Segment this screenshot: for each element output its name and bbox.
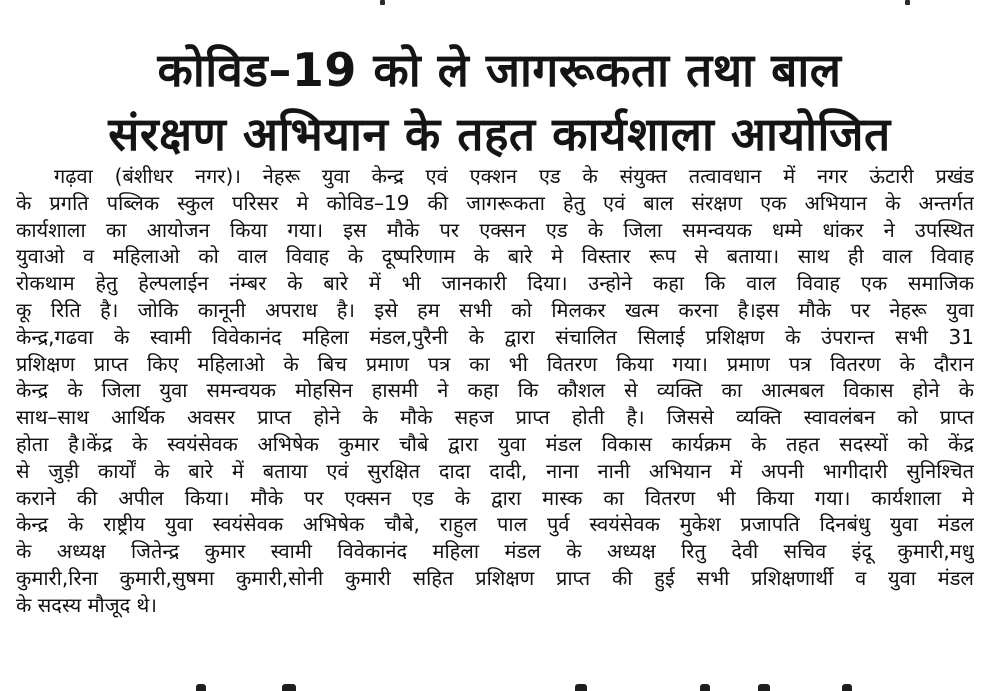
article-line: रोकथाम हेतु हेल्पलाईन नंम्बर के बारे में भी जानकारी दिया। उन्होने कहा कि वाल विवाह एक समाजिक — [16, 271, 974, 296]
clipped-next-text-edge — [0, 680, 999, 691]
clipped-text-fragment — [196, 684, 206, 691]
article-line: गढ़वा (बंशीधर नगर)। नेहरू युवा केन्द्र एवं एक्शन एड के संयुक्त तत्वावधान में नगर ऊंटारी प्रखंड — [54, 164, 974, 188]
article-line: युवाओ व महिलाओ को वाल विवाह के दूष्परिणाम के बारे मे विस्तार रूप से बताया। साथ ही वाल विवाह — [16, 244, 974, 269]
clipped-text-fragment — [380, 0, 385, 5]
clipped-text-fragment — [842, 684, 852, 691]
headline-line-2: संरक्षण अभियान के तहत कार्यशाला आयोजित — [108, 107, 891, 161]
article-line: केन्द्र के राष्ट्रीय युवा स्वयंसेवक अभिषेक चौबे, राहुल पाल पुर्व स्वयंसेवक मुकेश प्रजापति दिनबंधु युवा मंडल — [16, 512, 974, 537]
headline-line-1: कोविड–19 को ले जागरूकता तथा बाल — [157, 43, 842, 97]
article-line: कुमारी,रिना कुमारी,सुषमा कुमारी,सोनी कुमारी सहित प्रशिक्षण प्राप्त की हुई सभी प्रशिक्षणार्थी व युवा मंडल — [16, 565, 974, 590]
clipped-text-fragment — [905, 0, 910, 5]
article-line: के प्रगति पब्लिक स्कुल परिसर मे कोविड–19 की जागरूकता हेतु एवं बाल संरक्षण एक अभियान के अन्तर्गत — [16, 190, 974, 215]
article-line: प्रशिक्षण प्राप्त किए महिलाओ के बिच प्रमाण पत्र का भी वितरण किया गया। प्रमाण पत्र वितरण के दौरान — [16, 351, 974, 376]
article-line: से जुड़ी कार्यों के बारे में बताया एवं सुरक्षित दादा दादी, नाना नानी अभियान में अपनी भागीदारी सुनिश्चित — [16, 458, 974, 483]
article-body — [16, 163, 974, 619]
clipped-text-fragment — [700, 684, 710, 691]
article-line: केन्द्र,गढवा के स्वामी विवेकानंद महिला मंडल,पुरैनी के द्वारा संचालित सिलाई प्रशिक्षण के उंपरान्त सभी 31 — [16, 324, 974, 349]
article-line: कराने की अपील किया। मौके पर एक्सन एड के द्वारा मास्क का वितरण भी किया गया। कार्यशाला मे — [16, 485, 974, 510]
article-line: होता है।केंद्र के स्वयंसेवक अभिषेक कुमार चौबे द्वारा युवा मंडल विकास कार्यक्रम के तहत सदस्यों को केंद्र — [16, 431, 974, 456]
article-line: के सदस्य मौजूद थे। — [16, 592, 157, 617]
article-line: कार्यशाला का आयोजन किया गया। इस मौके पर एक्सन एड के जिला समन्वयक धम्मे धांकर ने उपस्थित — [16, 217, 974, 242]
article-line: कू रिति है। जोकि कानूनी अपराध है। इसे हम सभी को मिलकर खत्म करना है।इस मौके पर नेहरू युवा — [16, 297, 974, 322]
clipped-previous-text-edge — [0, 0, 999, 8]
clipped-text-fragment — [282, 684, 296, 691]
article-line: केन्द्र के जिला युवा समन्वयक मोहसिन हासमी ने कहा कि कौशल से व्यक्ति का आत्मबल विकास होने के — [16, 378, 974, 403]
article-line: साथ–साथ आर्थिक अवसर प्राप्त होने के मौके सहज प्राप्त होती है। जिससे व्यक्ति स्वावलंबन को प्राप्त — [16, 405, 974, 430]
clipped-text-fragment — [758, 684, 770, 691]
article-line: के अध्यक्ष जितेन्द्र कुमार स्वामी विवेकानंद महिला मंडल के अध्यक्ष रितु देवी सचिव इंदू कुमारी,मधु — [16, 539, 974, 564]
clipped-text-fragment — [575, 684, 587, 691]
